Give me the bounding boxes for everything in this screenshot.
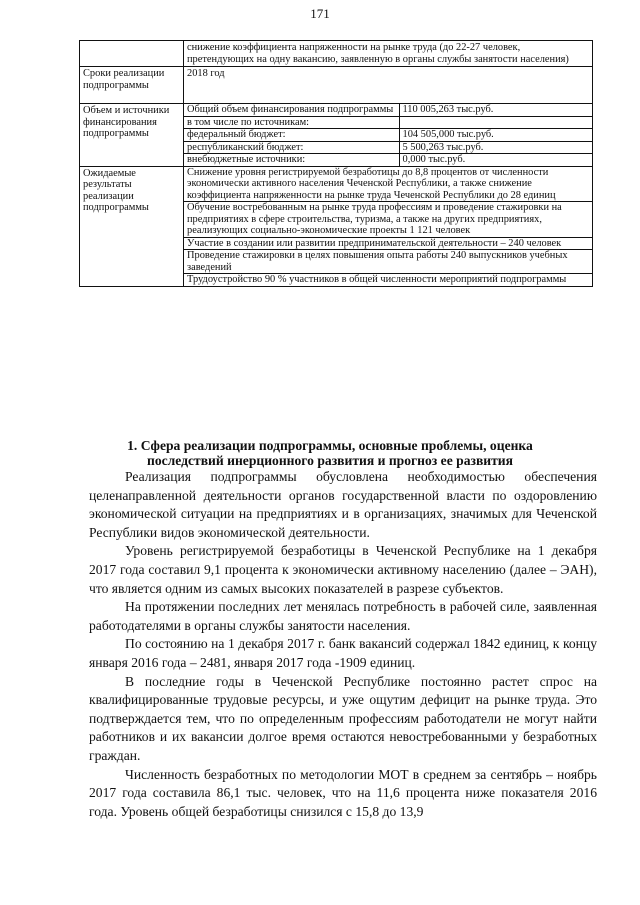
funding-table xyxy=(184,104,592,166)
funding-including: в том числе по источникам: xyxy=(184,116,399,129)
result-item: Участие в создании или развитии предпринимательской деятельности – 240 человек xyxy=(184,237,592,250)
section-title: 1. Сфера реализации подпрограммы, основные проблемы, оценка последствий инерционного развития и прогноз ее развития xyxy=(127,438,533,468)
result-item: Обучение востребованным на рынке труда профессиям и проведение стажировки на предприятиях в сфере строительства, туризма, а также на других предприятиях, реализующих социально-экономические проекты 1 121 человек xyxy=(184,202,592,238)
result-item: Трудоустройство 90 % участников в общей численности мероприятий подпрограммы xyxy=(184,274,592,286)
funding-label: Объем и источники финансирования подпрограммы xyxy=(80,104,184,167)
results-cell xyxy=(184,166,593,286)
table-row xyxy=(80,67,593,104)
extra-budget-value: 0,000 тыс.руб. xyxy=(399,154,592,166)
republic-budget-label: республиканский бюджет: xyxy=(184,141,399,154)
table-row xyxy=(184,202,592,238)
terms-label: Сроки реализации подпрограммы xyxy=(80,67,184,104)
paragraph: По состоянию на 1 декабря 2017 г. банк вакансий содержал 1842 единиц, к концу января 2016 года – 2481, января 2017 года -1909 единиц. xyxy=(89,636,597,670)
federal-budget-value: 104 505,000 тыс.руб. xyxy=(399,129,592,142)
paragraph: Численность безработных по методологии МОТ в среднем за сентябрь – ноябрь 2017 года составила 86,1 тыс. человек, что на 11,6 процента ниже показателя 2016 года. Уровень общей безработицы снизился с 15,8 до 13,9 xyxy=(89,766,597,819)
paragraph: На протяжении последних лет менялась потребность в рабочей силе, заявленная работодателями в органы службы занятости населения. xyxy=(89,599,597,633)
table-row xyxy=(80,41,593,67)
federal-budget-label: федеральный бюджет: xyxy=(184,129,399,142)
table-row xyxy=(184,129,592,142)
page-number: 171 xyxy=(310,6,330,21)
funding-total-label: Общий объем финансирования подпрограммы xyxy=(184,104,399,116)
results-label: Ожидаемые результаты реализации подпрограммы xyxy=(80,166,184,286)
funding-total-value: 110 005,263 тыс.руб. xyxy=(399,104,592,116)
table-row xyxy=(184,250,592,274)
table-row xyxy=(184,104,592,116)
table-cell-empty xyxy=(399,116,592,129)
result-item: Снижение уровня регистрируемой безработицы до 8,8 процентов от численности экономически активного населения Чеченской Республики, а также снижение коэффициента напряженности на рынке труда Чеченской Республики до 28 единиц xyxy=(187,166,556,201)
result-item: Проведение стажировки в целях повышения опыта работы 240 выпускников учебных заведений xyxy=(184,250,592,274)
table-row xyxy=(80,166,593,286)
extra-budget-label: внебюджетные источники: xyxy=(184,154,399,166)
table-row xyxy=(184,274,592,286)
table-row xyxy=(184,116,592,129)
funding-cell xyxy=(184,104,593,167)
table-row xyxy=(184,141,592,154)
paragraph: В последние годы в Чеченской Республике постоянно растет спрос на квалифицированные трудовые ресурсы, и уже ощутим дефицит на рынке труда. Это подтверждается тем, что по определенным профессиям работодатели не могут найти работников и их вакансии долгое время остаются невостребованными у безработных граждан. xyxy=(89,673,597,763)
paragraph: Реализация подпрограммы обусловлена необходимостью обеспечения целенаправленной деятельности органов государственной власти по оздоровлению экономической ситуации на предприятиях и в организациях, значимых для Чеченской Республики видов экономической деятельности. xyxy=(89,469,597,540)
subprogram-passport-table xyxy=(79,40,593,287)
table-row xyxy=(184,237,592,250)
table-row xyxy=(80,104,593,167)
table-cell-empty xyxy=(80,41,184,67)
tension-target-cell: снижение коэффициента напряженности на рынке труда (до 22-27 человек, претендующих на одну вакансию, заявленную в органы службы занятости населения) xyxy=(184,41,593,67)
terms-value: 2018 год xyxy=(184,67,593,104)
section-body xyxy=(89,468,597,821)
table-row xyxy=(184,167,592,202)
table-row xyxy=(184,154,592,166)
paragraph: Уровень регистрируемой безработицы в Чеченской Республике на 1 декабря 2017 года составил 9,1 процента к экономически активному населению (далее – ЭАН), что является одним из самых высоких показателей в разрезе субъектов. xyxy=(89,543,597,596)
results-table xyxy=(184,167,592,286)
republic-budget-value: 5 500,263 тыс.руб. xyxy=(399,141,592,154)
